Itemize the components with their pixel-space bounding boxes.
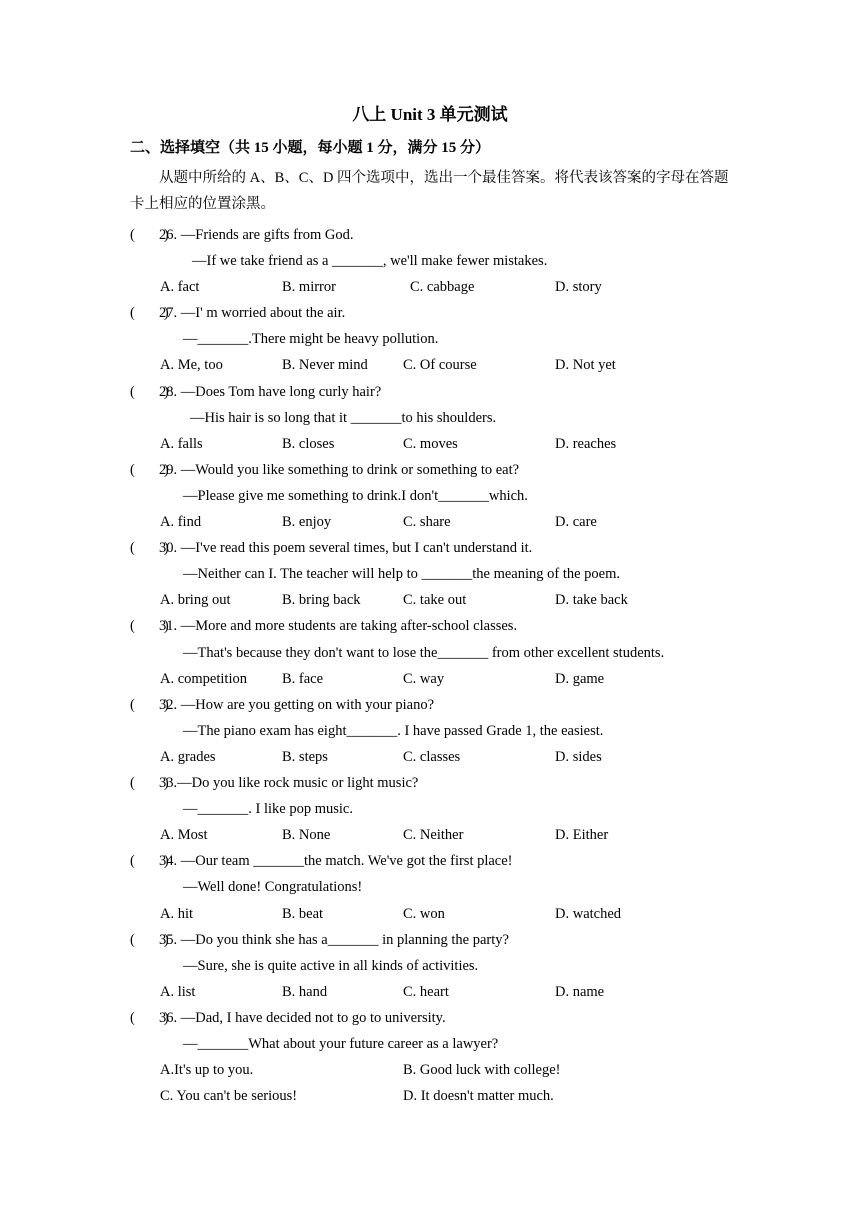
answer-blank: ( ) <box>130 853 169 870</box>
option-d: D. care <box>555 514 597 531</box>
option-a: A. Most <box>160 827 208 844</box>
question-28 <box>0 379 860 457</box>
option-b: B. None <box>282 827 331 844</box>
option-a: A. grades <box>160 748 216 765</box>
option-c: C. share <box>403 514 451 531</box>
option-b: B. bring back <box>282 592 361 609</box>
question-reply: —_______. I like pop music. <box>183 801 353 818</box>
question-26 <box>0 222 860 300</box>
page-title: 八上 Unit 3 单元测试 <box>352 105 508 124</box>
question-reply: —Sure, she is quite active in all kinds of activities. <box>183 957 479 974</box>
option-b: B. mirror <box>282 279 336 296</box>
question-29 <box>0 457 860 535</box>
answer-blank: ( ) <box>130 618 169 635</box>
answer-blank: ( ) <box>130 227 169 243</box>
question-reply: —Well done! Congratulations! <box>183 879 363 896</box>
question-reply: —The piano exam has eight_______. I have passed Grade 1, the easiest. <box>183 722 604 739</box>
option-b: B. Never mind <box>282 357 368 374</box>
option-c: C. Neither <box>403 827 464 844</box>
option-c: C. heart <box>403 983 449 1000</box>
answer-blank: ( ) <box>130 305 169 322</box>
option-a: A. falls <box>160 435 203 452</box>
question-34 <box>0 848 860 926</box>
option-a: A. Me, too <box>160 357 223 374</box>
question-33 <box>0 770 860 848</box>
option-a: A. fact <box>160 279 200 296</box>
option-b: B. hand <box>282 983 328 1000</box>
option-a: A. hit <box>160 905 194 922</box>
question-reply: —_______What about your future career as a lawyer? <box>183 1036 499 1053</box>
question-reply: —Neither can I. The teacher will help to _______the meaning of the poem. <box>183 566 621 583</box>
answer-blank: ( ) <box>130 775 169 792</box>
option-c: C. way <box>403 670 445 687</box>
instructions: 从题中所给的 A、B、C、D 四个选项中，选出一个最佳答案。将代表该答案的字母在答题卡上相应的位置涂黑。 <box>130 170 729 212</box>
answer-blank: ( ) <box>130 931 169 948</box>
question-reply: —Please give me something to drink.I don't_______which. <box>183 487 528 504</box>
question-stem: 30. —I've read this poem several times, but I can't understand it. <box>159 540 533 557</box>
option-d: D. It doesn't matter much. <box>403 1088 554 1105</box>
option-d: D. game <box>555 670 605 687</box>
option-c: C. moves <box>403 435 458 452</box>
option-d: D. reaches <box>555 435 617 452</box>
option-d: D. story <box>555 279 602 296</box>
option-d: D. name <box>555 983 605 1000</box>
option-a: A. find <box>160 514 202 531</box>
option-b: B. face <box>282 670 324 687</box>
question-reply: —That's because they don't want to lose the_______ from other excellent students. <box>183 644 665 661</box>
question-stem: 36. —Dad, I have decided not to go to university. <box>159 1009 446 1026</box>
option-c: C. take out <box>403 592 467 609</box>
question-36 <box>0 1005 860 1109</box>
question-stem: 31. —More and more students are taking after-school classes. <box>159 618 518 635</box>
section-heading: 二、选择填空（共 15 小题，每小题 1 分，满分 15 分） <box>130 140 491 156</box>
option-a: A. list <box>160 983 196 1000</box>
option-a: A. bring out <box>160 592 231 609</box>
question-stem: 35. —Do you think she has a_______ in planning the party? <box>159 931 509 948</box>
question-stem: 32. —How are you getting on with your piano? <box>159 696 435 713</box>
option-c: C. You can't be serious! <box>160 1088 298 1105</box>
option-b: B. beat <box>282 905 324 922</box>
option-c: C. classes <box>403 748 461 765</box>
option-a: A. competition <box>160 670 247 687</box>
question-31 <box>0 613 860 691</box>
option-b: B. enjoy <box>282 514 332 531</box>
question-reply: —If we take friend as a _______, we'll make fewer mistakes. <box>192 253 548 270</box>
answer-blank: ( ) <box>130 383 169 400</box>
question-stem: 34. —Our team _______the match. We've got the first place! <box>159 853 513 870</box>
option-a: A.It's up to you. <box>160 1062 254 1079</box>
option-d: D. watched <box>555 905 622 922</box>
question-stem: 27. —I' m worried about the air. <box>159 305 346 322</box>
question-stem: 26. —Friends are gifts from God. <box>159 227 354 243</box>
question-stem: 33.—Do you like rock music or light music? <box>159 775 419 792</box>
option-d: D. take back <box>555 592 628 609</box>
option-c: C. cabbage <box>410 279 475 296</box>
answer-blank: ( ) <box>130 540 169 557</box>
answer-blank: ( ) <box>130 461 169 478</box>
question-27 <box>0 300 860 378</box>
question-30 <box>0 535 860 613</box>
question-list <box>0 222 860 1109</box>
answer-blank: ( ) <box>130 696 169 713</box>
option-b: B. closes <box>282 435 335 452</box>
question-35 <box>0 927 860 1005</box>
option-c: C. won <box>403 905 445 922</box>
question-stem: 28. —Does Tom have long curly hair? <box>159 383 382 400</box>
option-b: B. Good luck with college! <box>403 1062 561 1079</box>
question-reply: —His hair is so long that it _______to his shoulders. <box>190 409 497 426</box>
option-c: C. Of course <box>403 357 477 374</box>
answer-blank: ( ) <box>130 1009 169 1026</box>
question-stem: 29. —Would you like something to drink or something to eat? <box>159 461 520 478</box>
question-reply: —_______.There might be heavy pollution. <box>183 331 439 348</box>
option-d: D. sides <box>555 748 602 765</box>
option-d: D. Not yet <box>555 357 616 374</box>
option-b: B. steps <box>282 748 328 765</box>
option-d: D. Either <box>555 827 609 844</box>
question-32 <box>0 692 860 770</box>
